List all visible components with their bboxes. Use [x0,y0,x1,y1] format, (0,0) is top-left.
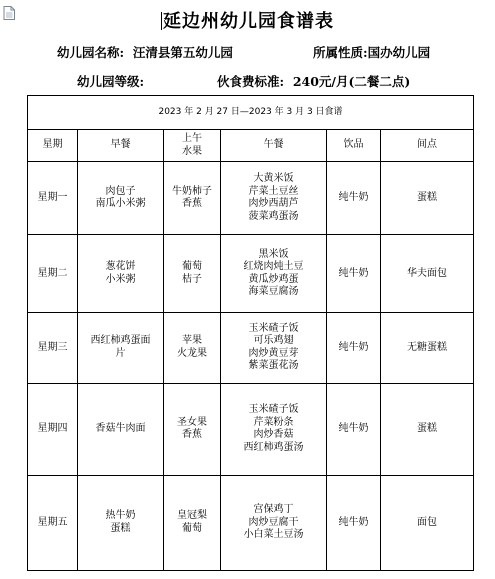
lunch-cell [221,475,327,570]
lunch-text: 玉米碴子饭 [248,404,299,416]
fruit-text: 桔子 [182,273,202,285]
breakfast-text: 热牛奶 [105,510,136,522]
breakfast-text: 西红柿鸡蛋面 [90,335,151,347]
lunch-text: 肉炒黄豆芽 [248,347,299,359]
date-row [28,96,474,130]
day-text: 星期三 [37,341,68,353]
lunch-text: 菠菜鸡蛋汤 [248,210,299,222]
fruit-text: 香蕉 [182,429,202,441]
snack-text: 蛋糕 [417,422,438,434]
lunch-text: 黑米饭 [258,248,289,260]
lunch-text: 海菜豆腐汤 [248,286,299,298]
lunch-text: 黄瓜炒鸡蛋 [248,273,299,285]
kindergarten-name: 汪清县第五幼儿园 [132,45,233,60]
grade-label: 幼儿园等级: [77,74,145,89]
lunch-cell [221,383,327,475]
page-title-text: 延边州幼儿园食谱表 [163,11,334,32]
fee-line [217,72,410,90]
drink-cell [327,313,381,383]
kindergarten-label: 幼儿园名称: [57,45,125,60]
breakfast-text: 肉包子 [105,185,136,197]
day-text: 星期二 [37,267,68,279]
breakfast-text: 片 [115,347,126,359]
fruit-cell [164,235,221,313]
table-row [28,235,474,313]
fee-label: 伙食费标准: [217,74,285,89]
kindergarten-name-line [57,43,233,61]
nature-line [313,43,430,61]
day-cell [28,383,78,475]
fruit-text: 苹果 [182,335,202,347]
snack-text: 蛋糕 [417,191,438,203]
lunch-text: 肉炒豆腐干 [248,516,299,528]
lunch-text: 肉炒西葫芦 [248,198,299,210]
lunch-text: 芹菜土豆丝 [248,185,299,197]
breakfast-text: 葱花饼 [105,261,136,273]
header-snack [381,130,474,162]
grade-line [77,72,144,90]
fruit-text: 圣女果 [177,416,207,428]
lunch-cell [221,162,327,235]
header-text: 饮品 [343,139,364,151]
day-cell [28,235,78,313]
drink-text: 纯牛奶 [338,191,369,203]
header-row [28,130,474,162]
drink-cell [327,383,381,475]
day-cell [28,475,78,570]
page-title [0,7,495,33]
fruit-text: 葡萄 [182,522,202,534]
day-text: 星期一 [37,191,68,203]
header-fruit [164,130,221,162]
header-drink [327,130,381,162]
breakfast-cell [78,313,164,383]
day-cell [28,162,78,235]
lunch-text: 西红柿鸡蛋汤 [243,441,304,453]
drink-text: 纯牛奶 [338,341,369,353]
fruit-text: 皇冠梨 [177,510,207,522]
fruit-cell [164,162,221,235]
lunch-text: 可乐鸡翅 [253,335,294,347]
lunch-text: 紫菜蛋花汤 [248,360,299,372]
breakfast-cell [78,162,164,235]
snack-text: 面包 [417,516,438,528]
table-row [28,475,474,570]
snack-cell [381,383,474,475]
table-row [28,162,474,235]
lunch-text: 芹菜粉条 [253,416,294,428]
breakfast-text: 小米粥 [105,273,136,285]
header-text: 上午 [182,133,202,145]
menu-table [27,95,474,571]
fee-value: 240元/月(二餐二点) [292,74,411,89]
fruit-cell [164,383,221,475]
fruit-text: 火龙果 [177,347,207,359]
lunch-text: 肉炒香菇 [253,429,294,441]
fruit-cell [164,313,221,383]
lunch-cell [221,235,327,313]
snack-cell [381,475,474,570]
snack-cell [381,313,474,383]
day-text: 星期四 [37,422,68,434]
table-row [28,383,474,475]
drink-cell [327,235,381,313]
snack-text: 无糖蛋糕 [407,341,448,353]
lunch-text: 红烧肉炖土豆 [243,261,304,273]
fruit-cell [164,475,221,570]
header-breakfast [78,130,164,162]
text-cursor [161,12,162,30]
breakfast-cell [78,383,164,475]
drink-cell [327,475,381,570]
drink-text: 纯牛奶 [338,267,369,279]
nature-label: 所属性质: [313,45,368,60]
header-text: 星期 [42,139,63,151]
breakfast-text: 蛋糕 [110,522,131,534]
breakfast-cell [78,475,164,570]
header-text: 间点 [417,139,438,151]
day-cell [28,313,78,383]
snack-text: 华夫面包 [407,267,448,279]
drink-text: 纯牛奶 [338,516,369,528]
fruit-text: 葡萄 [182,261,202,273]
fruit-text: 香蕉 [182,198,202,210]
lunch-cell [221,313,327,383]
date-range: 2023 年 2 月 27 日—2023 年 3 月 3 日食谱 [28,96,474,130]
lunch-text: 玉米碴子饭 [248,322,299,334]
day-text: 星期五 [37,516,68,528]
nature-value: 国办幼儿园 [367,45,431,60]
drink-text: 纯牛奶 [338,422,369,434]
header-text: 早餐 [110,139,131,151]
breakfast-text: 南瓜小米粥 [95,198,146,210]
header-lunch [221,130,327,162]
breakfast-cell [78,235,164,313]
lunch-text: 大黄米饭 [253,173,294,185]
lunch-text: 宫保鸡丁 [253,504,294,516]
breakfast-text: 香菇牛肉面 [95,422,146,434]
drink-cell [327,162,381,235]
lunch-text: 小白菜土豆汤 [243,529,304,541]
fruit-text: 牛奶柿子 [172,185,212,197]
snack-cell [381,162,474,235]
header-text: 水果 [182,145,202,157]
table-row [28,313,474,383]
header-text: 午餐 [263,139,284,151]
snack-cell [381,235,474,313]
header-day [28,130,78,162]
